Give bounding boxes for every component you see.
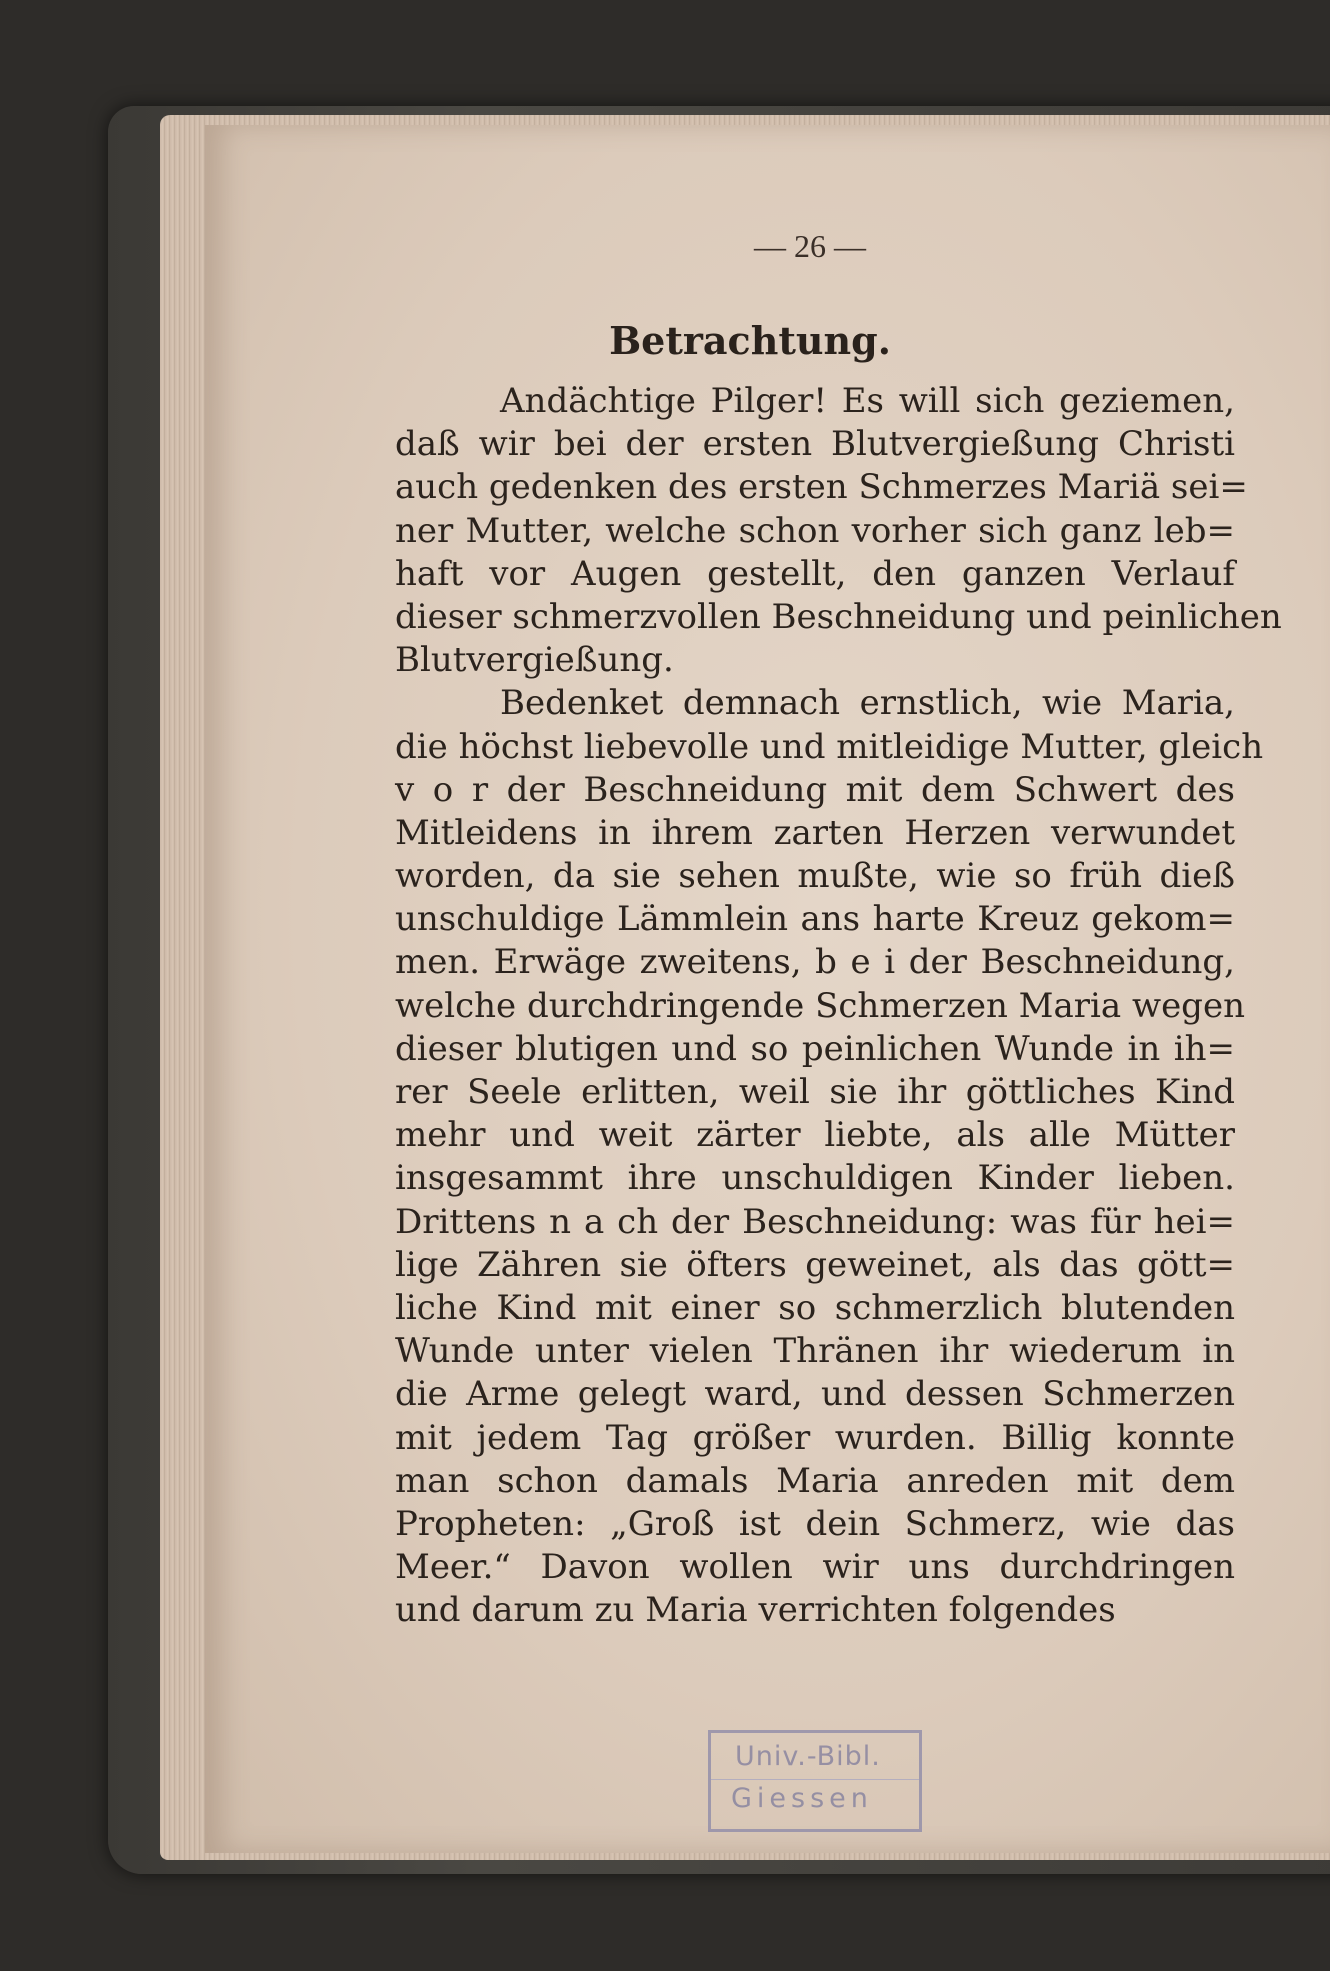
text-line: insgesammt ihre unschuldigen Kinder lieben. <box>395 1158 1235 1199</box>
text-line: daß wir bei der ersten Blutvergießung Christi <box>395 424 1235 465</box>
body-text <box>395 380 1282 1632</box>
text-line: Mitleidens in ihrem zarten Herzen verwundet <box>395 812 1235 853</box>
library-stamp <box>708 1730 922 1832</box>
text-line: die höchst liebevolle und mitleidige Mutter, gleich <box>395 726 1264 767</box>
text-line: Wunde unter vielen Thränen ihr wiederum in <box>395 1331 1235 1372</box>
text-line: v o r der Beschneidung mit dem Schwert des <box>395 769 1235 810</box>
text-line: die Arme gelegt ward, und dessen Schmerzen <box>395 1374 1235 1415</box>
stamp-line-2: Giessen <box>731 1783 873 1814</box>
text-line: auch gedenken des ersten Schmerzes Mariä sei= <box>395 467 1248 508</box>
text-line: haft vor Augen gestellt, den ganzen Verlauf <box>395 553 1235 594</box>
text-line: welche durchdringende Schmerzen Maria wegen <box>395 985 1245 1026</box>
text-line: man schon damals Maria anreden mit dem <box>395 1460 1235 1501</box>
text-line: mehr und weit zärter liebte, als alle Mütter <box>395 1115 1235 1156</box>
page-number: — 26 — <box>754 228 866 264</box>
stamp-line-1: Univ.-Bibl. <box>735 1741 881 1772</box>
text-line: ner Mutter, welche schon vorher sich ganz leb= <box>395 510 1235 551</box>
section-heading: Betrachtung. <box>609 318 891 363</box>
text-line: mit jedem Tag größer wurden. Billig konnte <box>395 1417 1235 1458</box>
text-line: men. Erwäge zweitens, b e i der Beschneidung, <box>395 942 1235 983</box>
text-line: Drittens n a ch der Beschneidung: was für hei= <box>395 1201 1235 1242</box>
text-line: und darum zu Maria verrichten folgendes <box>395 1590 1116 1631</box>
text-line: rer Seele erlitten, weil sie ihr göttliches Kind <box>395 1072 1235 1112</box>
text-line: Meer.“ Davon wollen wir uns durchdringen <box>395 1547 1235 1588</box>
text-line: liche Kind mit einer so schmerzlich blutenden <box>395 1287 1235 1328</box>
text-line: dieser schmerzvollen Beschneidung und peinlichen <box>395 596 1282 637</box>
text-line: unschuldige Lämmlein ans harte Kreuz gekom= <box>395 899 1235 940</box>
text-line: Blutvergießung. <box>395 640 674 681</box>
text-line: Propheten: „Groß ist dein Schmerz, wie das <box>395 1503 1235 1544</box>
text-line: dieser blutigen und so peinlichen Wunde in ih= <box>395 1028 1235 1069</box>
stamp-divider <box>711 1779 919 1780</box>
text-line: lige Zähren sie öfters geweinet, als das gött= <box>395 1244 1235 1285</box>
text-line: Bedenket demnach ernstlich, wie Maria, <box>500 683 1235 724</box>
text-line: Andächtige Pilger! Es will sich geziemen, <box>500 381 1235 421</box>
text-line: worden, da sie sehen mußte, wie so früh dieß <box>395 856 1235 897</box>
